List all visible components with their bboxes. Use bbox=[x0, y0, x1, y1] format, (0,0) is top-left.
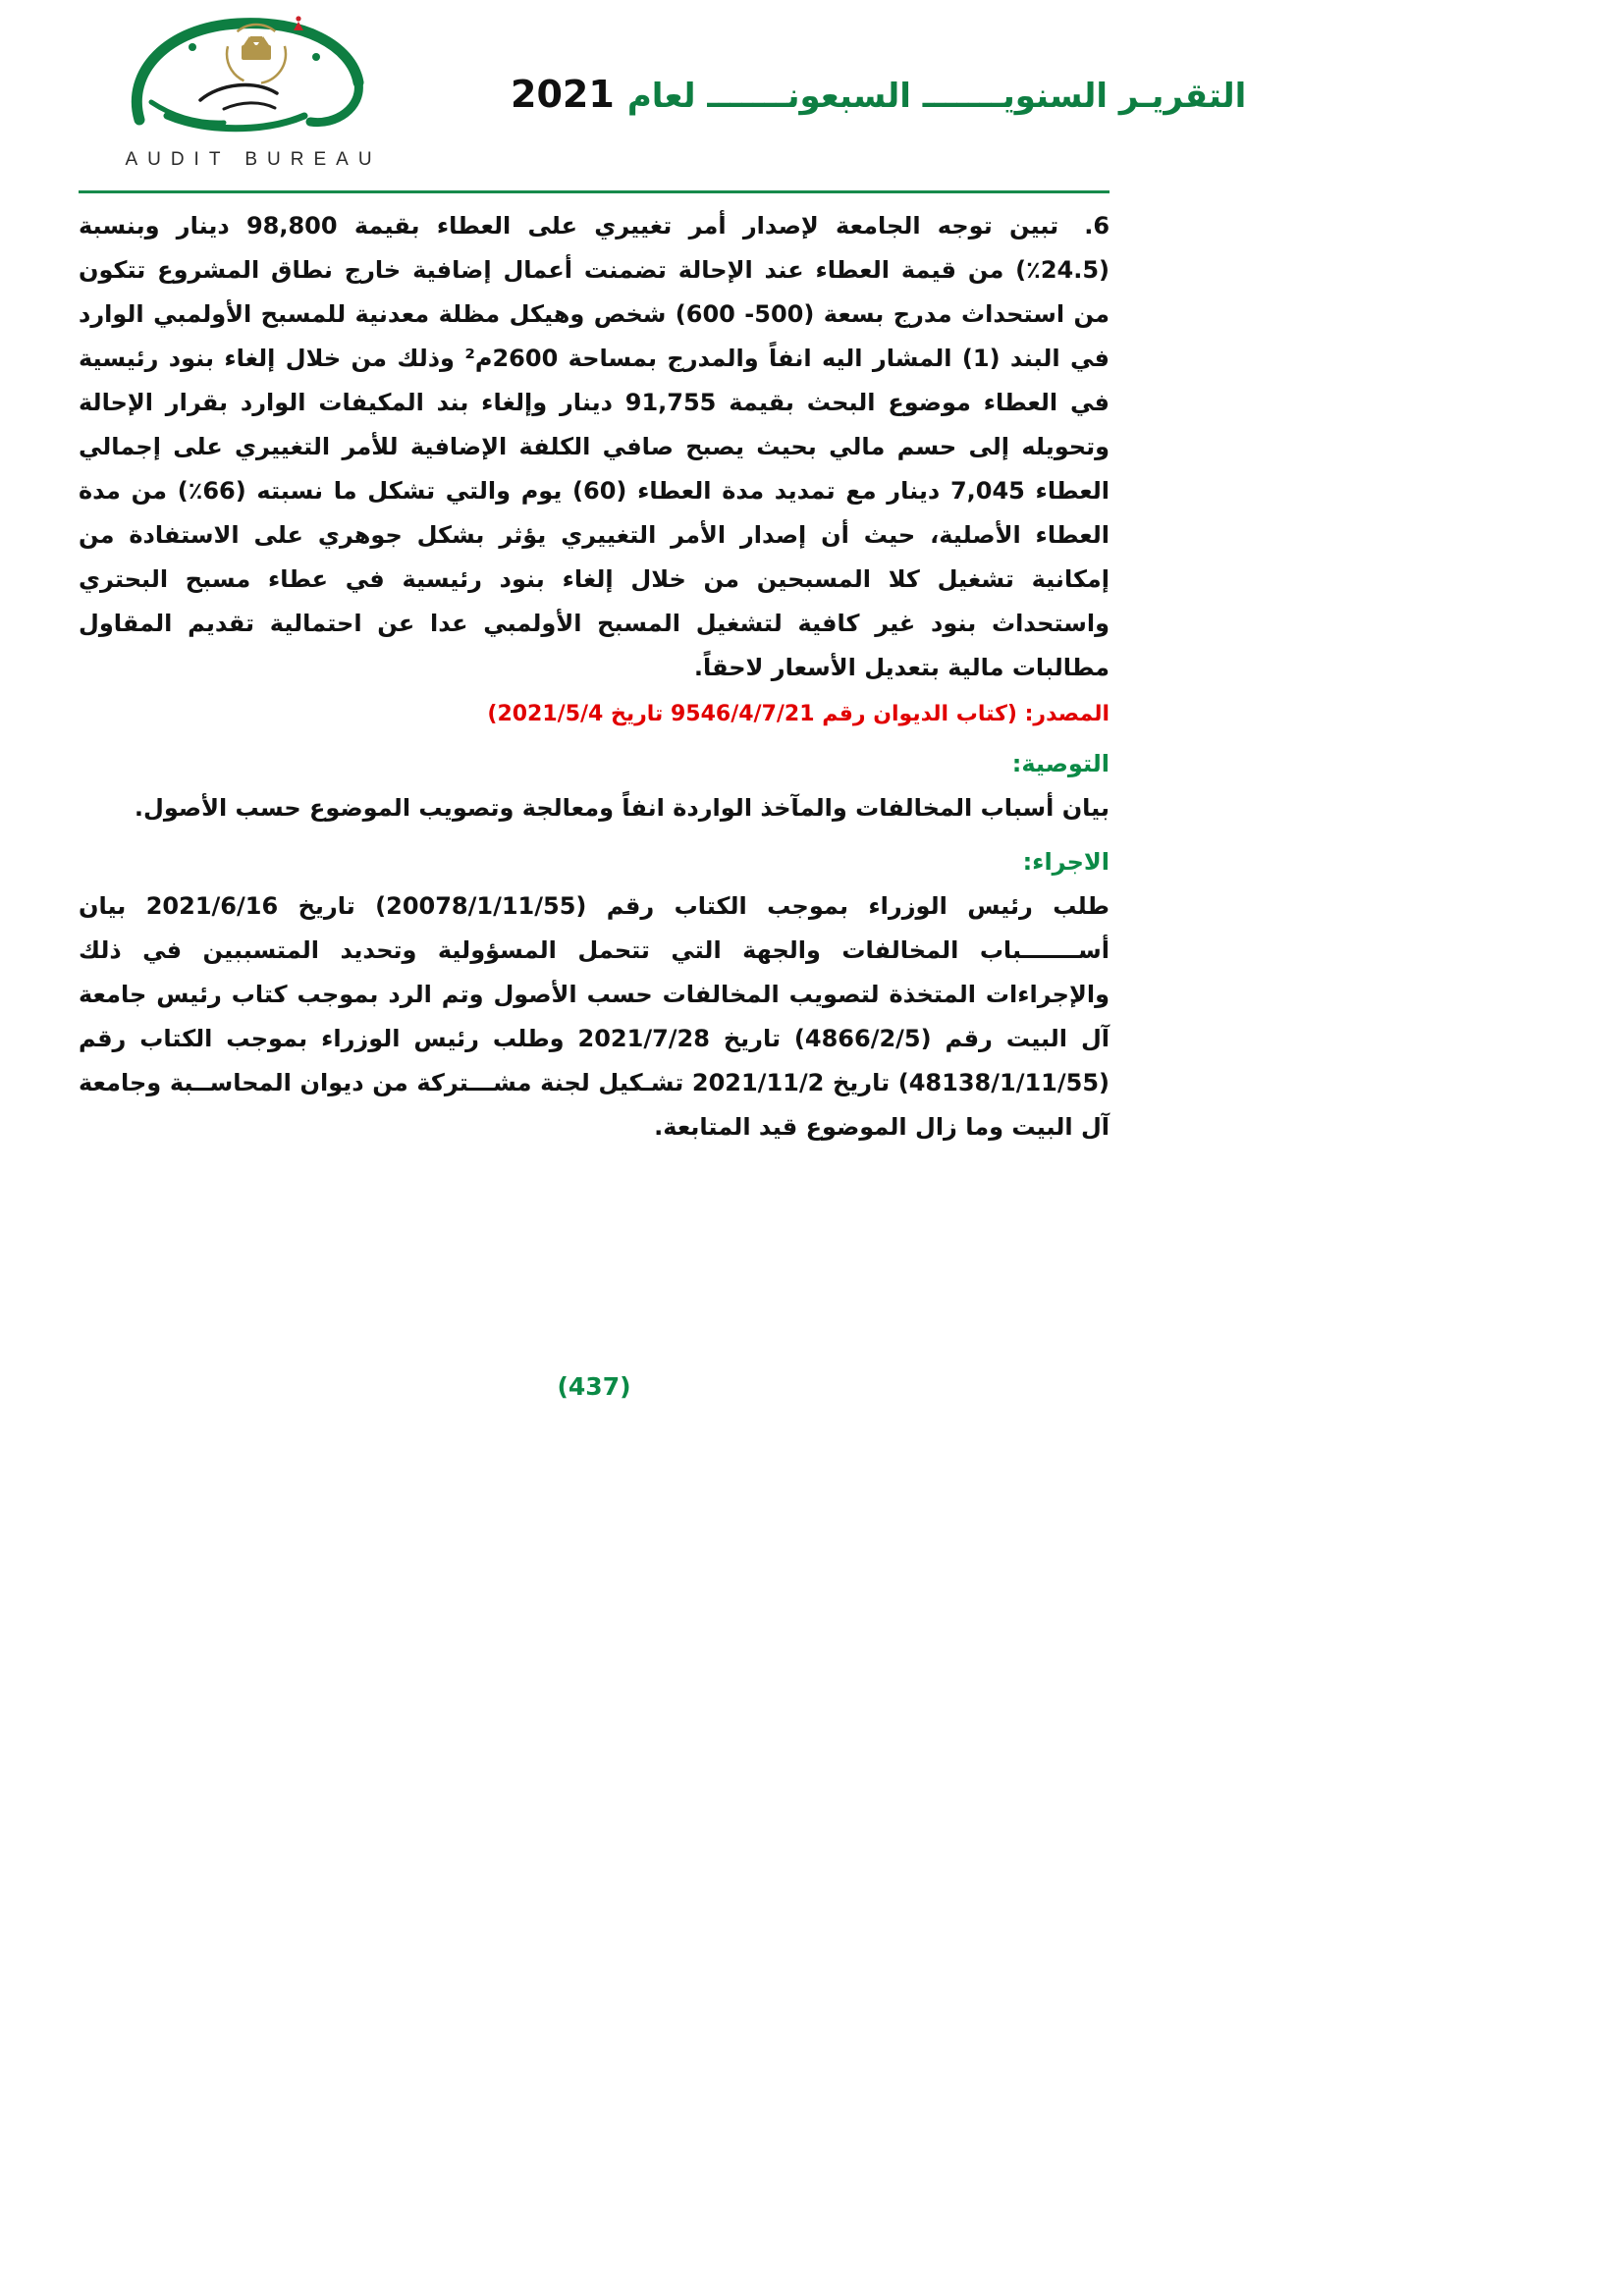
report-title-year: 2021 bbox=[511, 73, 615, 116]
recommendation-heading: التوصية: bbox=[1011, 750, 1110, 777]
report-title bbox=[511, 73, 1246, 116]
action-heading: الاجراء: bbox=[1022, 848, 1110, 876]
page-content bbox=[79, 204, 1110, 1149]
report-title-arabic: التقريـر السنويـــــــ السبعونـــــــ لعام bbox=[626, 77, 1247, 116]
source-reference: المصدر: (كتاب الديوان رقم 9546/4/7/21 تاريخ 2021/5/4) bbox=[487, 702, 1110, 726]
item-number: 6. bbox=[1084, 212, 1110, 240]
palace-icon bbox=[242, 36, 271, 60]
finding-paragraph-6 bbox=[79, 204, 1110, 690]
audit-bureau-logo bbox=[106, 8, 401, 183]
recommendation-text: بيان أسباب المخالفات والمآخذ الواردة انفاً ومعالجة وتصويب الموضوع حسب الأصول. bbox=[134, 794, 1110, 822]
page-header bbox=[79, 0, 1247, 192]
finding-text: تبين توجه الجامعة لإصدار أمر تغييري على العطاء بقيمة 98,800 دينار وبنسبة (24.5٪) من قيمة العطاء عند الإحالة تضمنت أعمال إضافية خارج نطاق المشروع تتكون من استحداث مدرج بسعة (500- 600) شخص وهيكل مظلة معدنية للمسبح الأولمبي الوارد في البند (1) المشار اليه انفاً والمدرج بمساحة 2600م² وذلك من خلال إلغاء بنود رئيسية في العطاء موضوع البحث بقيمة 91,755 دينار وإلغاء بند المكيفات الوارد بقرار الإحالة وتحويله إلى حسم مالي بحيث يصبح صافي الكلفة الإضافية للأمر التغييري على إجمالي العطاء 7,045 دينار مع تمديد مدة العطاء (60) يوم والتي تشكل ما نسبته (66٪) من مدة العطاء الأصلية، حيث أن إصدار الأمر التغييري يؤثر بشكل جوهري على الاستفادة من إمكانية تشغيل كلا المسبحين من خلال إلغاء بنود رئيسية في عطاء مسبح البحتري واستحداث بنود غير كافية لتشغيل المسبح الأولمبي عدا عن احتمالية تقديم المقاول مطالبات مالية بتعديل الأسعار لاحقاً. bbox=[79, 212, 1110, 681]
audit-bureau-calligraphy-icon bbox=[106, 8, 401, 147]
logo-latin-text: AUDIT BUREAU bbox=[125, 149, 382, 170]
action-text: طلب رئيس الوزراء بموجب الكتاب رقم (20078/1/11/55) تاريخ 2021/6/16 بيان أســـــــباب المخالفات والجهة التي تتحمل المسؤولية وتحديد المتسببين في ذلك والإجراءات المتخذة لتصويب المخالفات حسب الأصول وتم الرد بموجب كتاب رئيس جامعة آل البيت رقم (4866/2/5) تاريخ 2021/7/28 وطلب رئيس الوزراء بموجب الكتاب رقم (48138/1/11/55) تاريخ 2021/11/2 تشـكيل لجنة مشـــتركة من ديوان المحاســبة وجامعة آل البيت وما زال الموضوع قيد المتابعة. bbox=[79, 892, 1110, 1141]
header-divider-line bbox=[79, 190, 1110, 193]
page-number: (437) bbox=[557, 1372, 631, 1401]
